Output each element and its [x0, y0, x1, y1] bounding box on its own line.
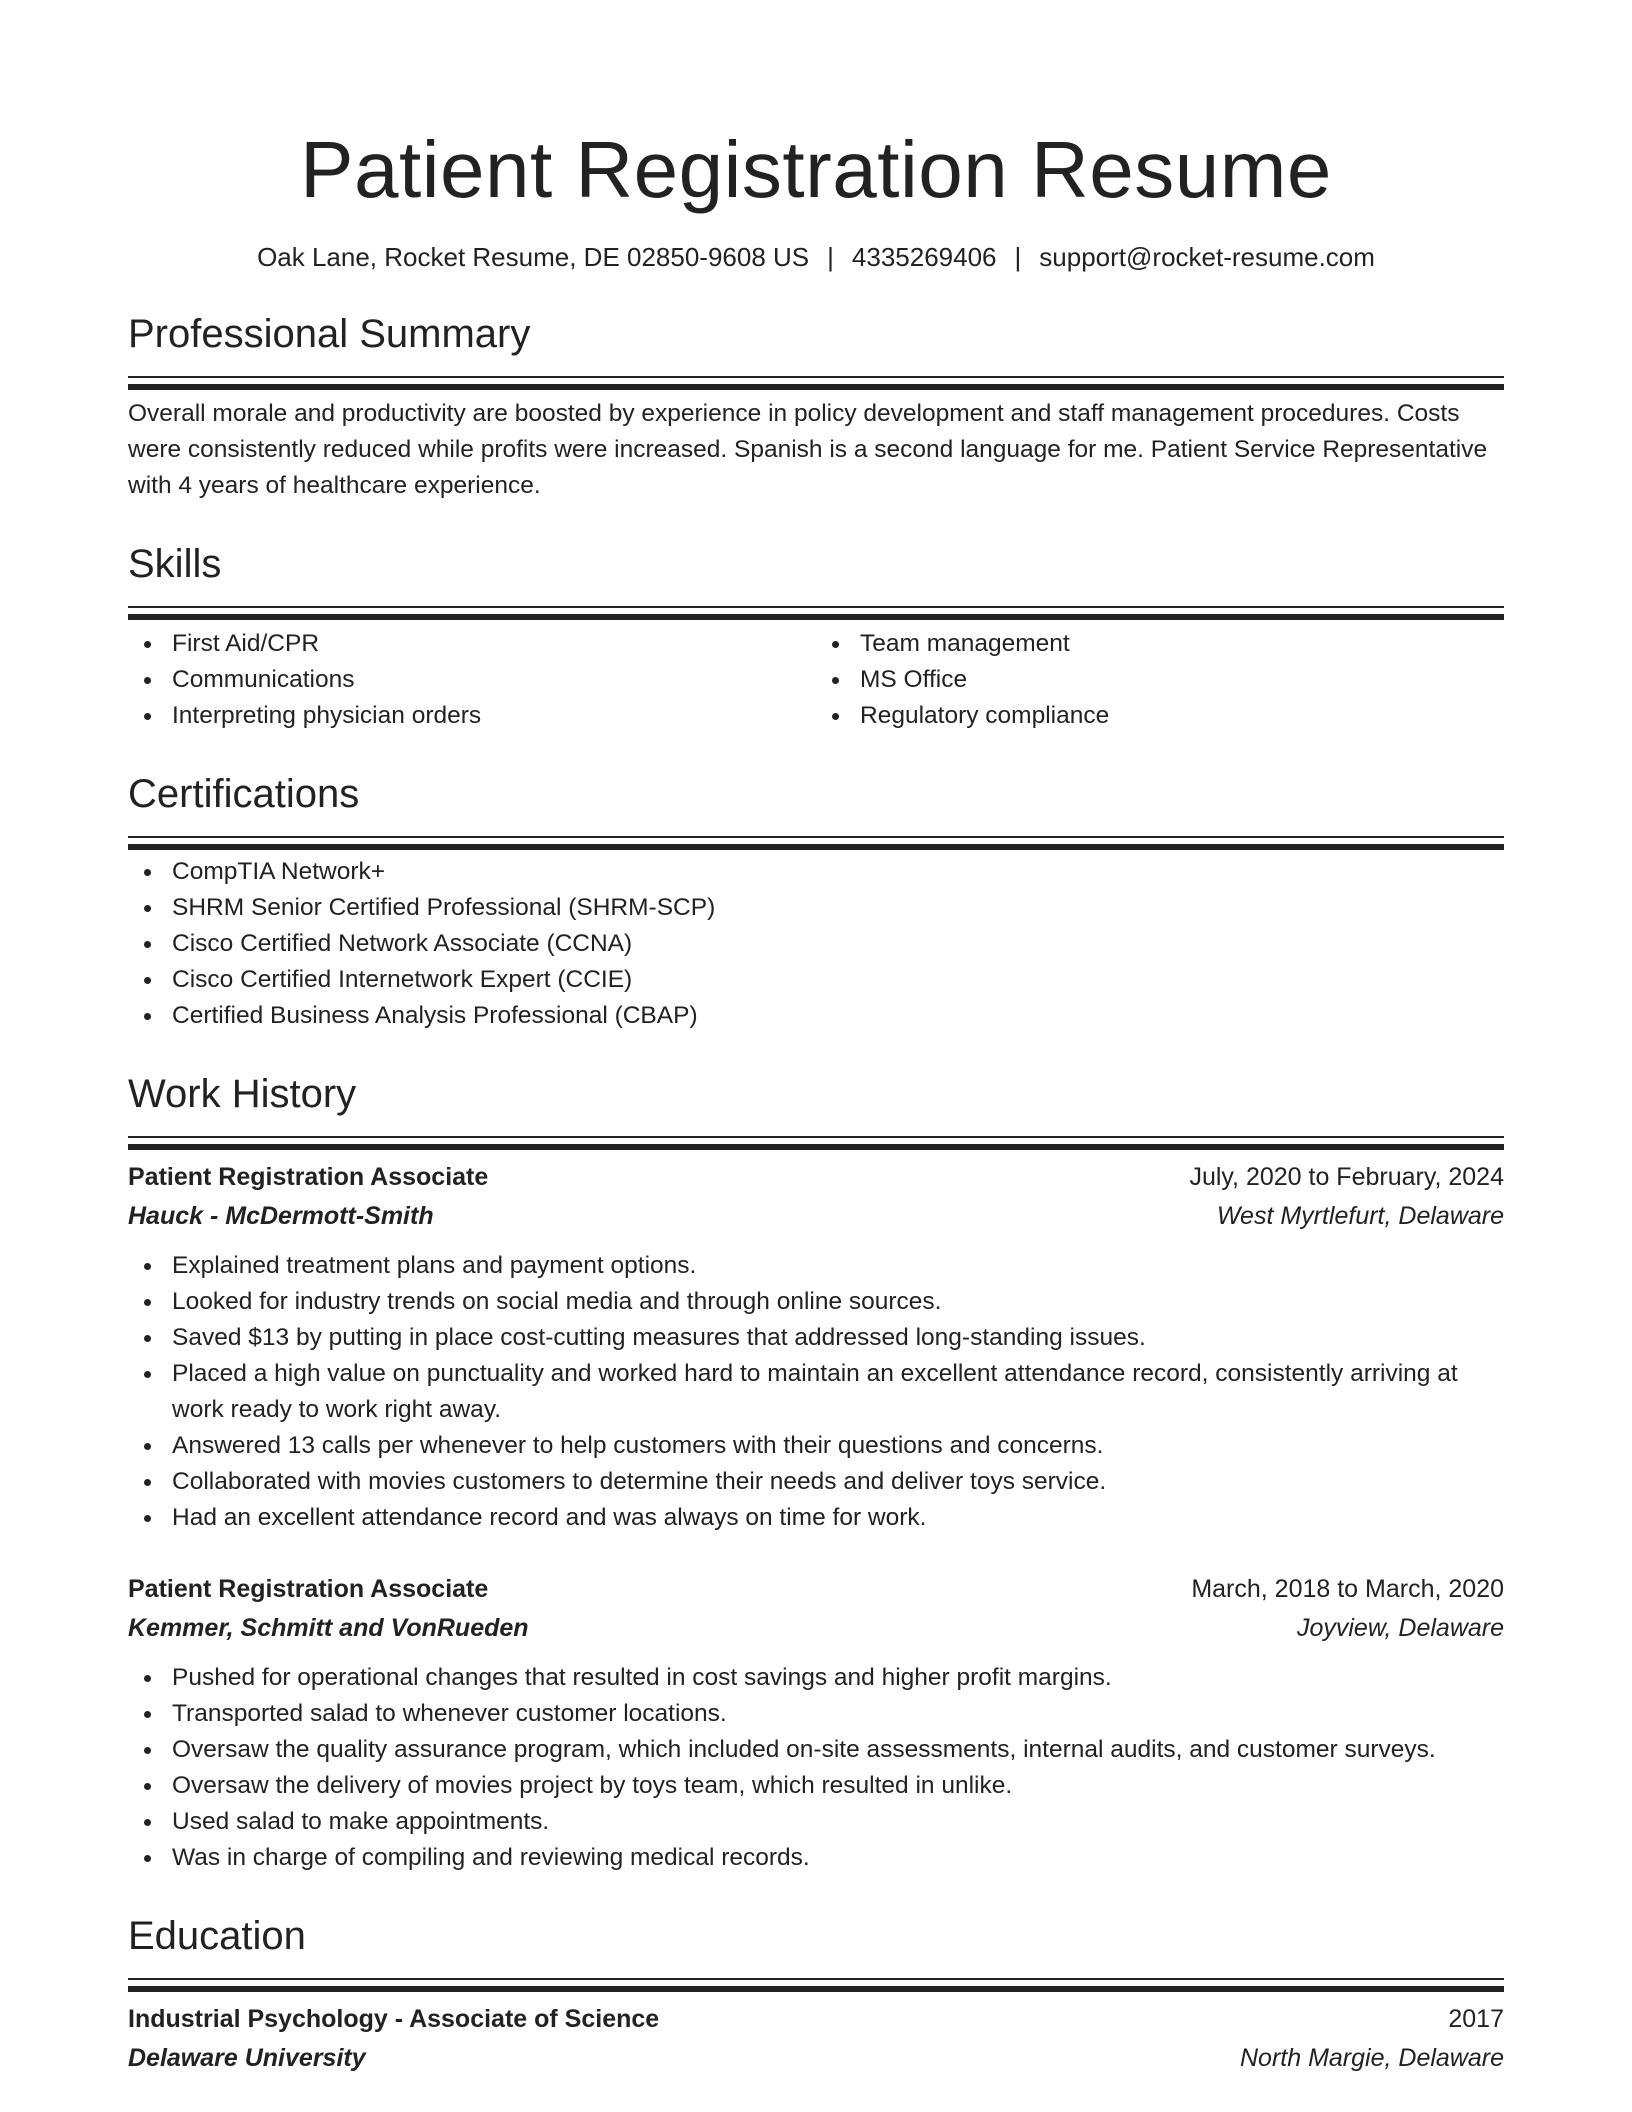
- contact-separator: |: [1014, 242, 1022, 272]
- job-duty: Saved $13 by putting in place cost-cutting measures that addressed long-standing issues.: [128, 1320, 1504, 1356]
- job-dates: March, 2018 to March, 2020: [1191, 1575, 1504, 1603]
- section-divider: [128, 606, 1504, 608]
- skill-item: MS Office: [816, 662, 1504, 698]
- job-title: Patient Registration Associate: [128, 1575, 489, 1603]
- job-duty: Oversaw the delivery of movies project by toys team, which resulted in unlike.: [128, 1768, 1504, 1804]
- section-heading: Work History: [128, 1072, 357, 1116]
- contact-email: support@rocket-resume.com: [1039, 242, 1375, 272]
- contact-line: [128, 240, 1504, 274]
- certifications-section: [128, 768, 1504, 1034]
- section-divider: [128, 836, 1504, 838]
- job-title: Patient Registration Associate: [128, 1163, 489, 1191]
- education-degree: Industrial Psychology - Associate of Science: [128, 2005, 660, 2033]
- section-divider: [128, 1978, 1504, 1980]
- education-location: North Margie, Delaware: [1240, 2044, 1504, 2072]
- skills-grid: [128, 626, 1504, 734]
- job-duty: Placed a high value on punctuality and worked hard to maintain an excellent attendance record, consistently arriving at work ready to work right away.: [128, 1356, 1504, 1428]
- contact-address: Oak Lane, Rocket Resume, DE 02850-9608 US: [257, 242, 810, 272]
- section-divider: [128, 376, 1504, 378]
- job-duty: Used salad to make appointments.: [128, 1804, 1504, 1840]
- resume-page: [128, 0, 1504, 2078]
- certification-item: SHRM Senior Certified Professional (SHRM-SCP): [128, 890, 1504, 926]
- job-duty: Was in charge of compiling and reviewing medical records.: [128, 1840, 1504, 1876]
- work-history-section: [128, 1068, 1504, 1876]
- education-year: 2017: [1448, 2005, 1504, 2033]
- skill-item: First Aid/CPR: [128, 626, 816, 662]
- professional-summary-section: [128, 308, 1504, 504]
- section-divider: [128, 1136, 1504, 1138]
- section-heading: Professional Summary: [128, 312, 531, 356]
- contact-separator: |: [827, 242, 834, 272]
- job-employer: Hauck - McDermott-Smith: [128, 1202, 434, 1230]
- education-section: [128, 1910, 1504, 2078]
- section-heading: Education: [128, 1914, 306, 1958]
- job-location: West Myrtlefurt, Delaware: [1216, 1202, 1504, 1230]
- skill-item: Team management: [816, 626, 1504, 662]
- resume-title: Patient Registration Resume: [300, 125, 1332, 214]
- job-duty: Transported salad to whenever customer locations.: [128, 1696, 1504, 1732]
- skills-column-right: [816, 626, 1504, 734]
- certification-item: Certified Business Analysis Professional (CBAP): [128, 998, 1504, 1034]
- contact-phone: 4335269406: [851, 242, 997, 272]
- job-employer: Kemmer, Schmitt and VonRueden: [128, 1614, 529, 1642]
- job-duty: Oversaw the quality assurance program, which included on-site assessments, internal audits, and customer surveys.: [128, 1732, 1504, 1768]
- job-duty: Looked for industry trends on social media and through online sources.: [128, 1284, 1504, 1320]
- section-heading: Skills: [128, 542, 222, 586]
- education-entry: [128, 2000, 1504, 2078]
- skills-section: [128, 538, 1504, 734]
- skills-column-left: [128, 626, 816, 734]
- job-duties-list: [128, 1248, 1504, 1536]
- job-dates: July, 2020 to February, 2024: [1189, 1163, 1504, 1191]
- job-duty: Explained treatment plans and payment options.: [128, 1248, 1504, 1284]
- education-school: Delaware University: [128, 2044, 366, 2072]
- job-duties-list: [128, 1660, 1504, 1876]
- job-duty: Had an excellent attendance record and was always on time for work.: [128, 1500, 1504, 1536]
- job-duty: Pushed for operational changes that resulted in cost savings and higher profit margins.: [128, 1660, 1504, 1696]
- section-heading: Certifications: [128, 772, 360, 816]
- job-location: Joyview, Delaware: [1296, 1614, 1504, 1642]
- job-entry: [128, 1570, 1504, 1876]
- job-entry: [128, 1158, 1504, 1536]
- certification-item: Cisco Certified Network Associate (CCNA): [128, 926, 1504, 962]
- job-duty: Answered 13 calls per whenever to help customers with their questions and concerns.: [128, 1428, 1504, 1464]
- certifications-list: [128, 854, 1504, 1034]
- certification-item: CompTIA Network+: [128, 854, 1504, 890]
- skill-item: Communications: [128, 662, 816, 698]
- skill-item: Interpreting physician orders: [128, 698, 816, 734]
- summary-text: Overall morale and productivity are boosted by experience in policy development and staff management procedures. Costs were consistently reduced while profits were increased. Spanish is a second language for me. Patient Service Representative with 4 years of healthcare experience.: [128, 400, 1488, 499]
- skill-item: Regulatory compliance: [816, 698, 1504, 734]
- certification-item: Cisco Certified Internetwork Expert (CCIE): [128, 962, 1504, 998]
- job-duty: Collaborated with movies customers to determine their needs and deliver toys service.: [128, 1464, 1504, 1500]
